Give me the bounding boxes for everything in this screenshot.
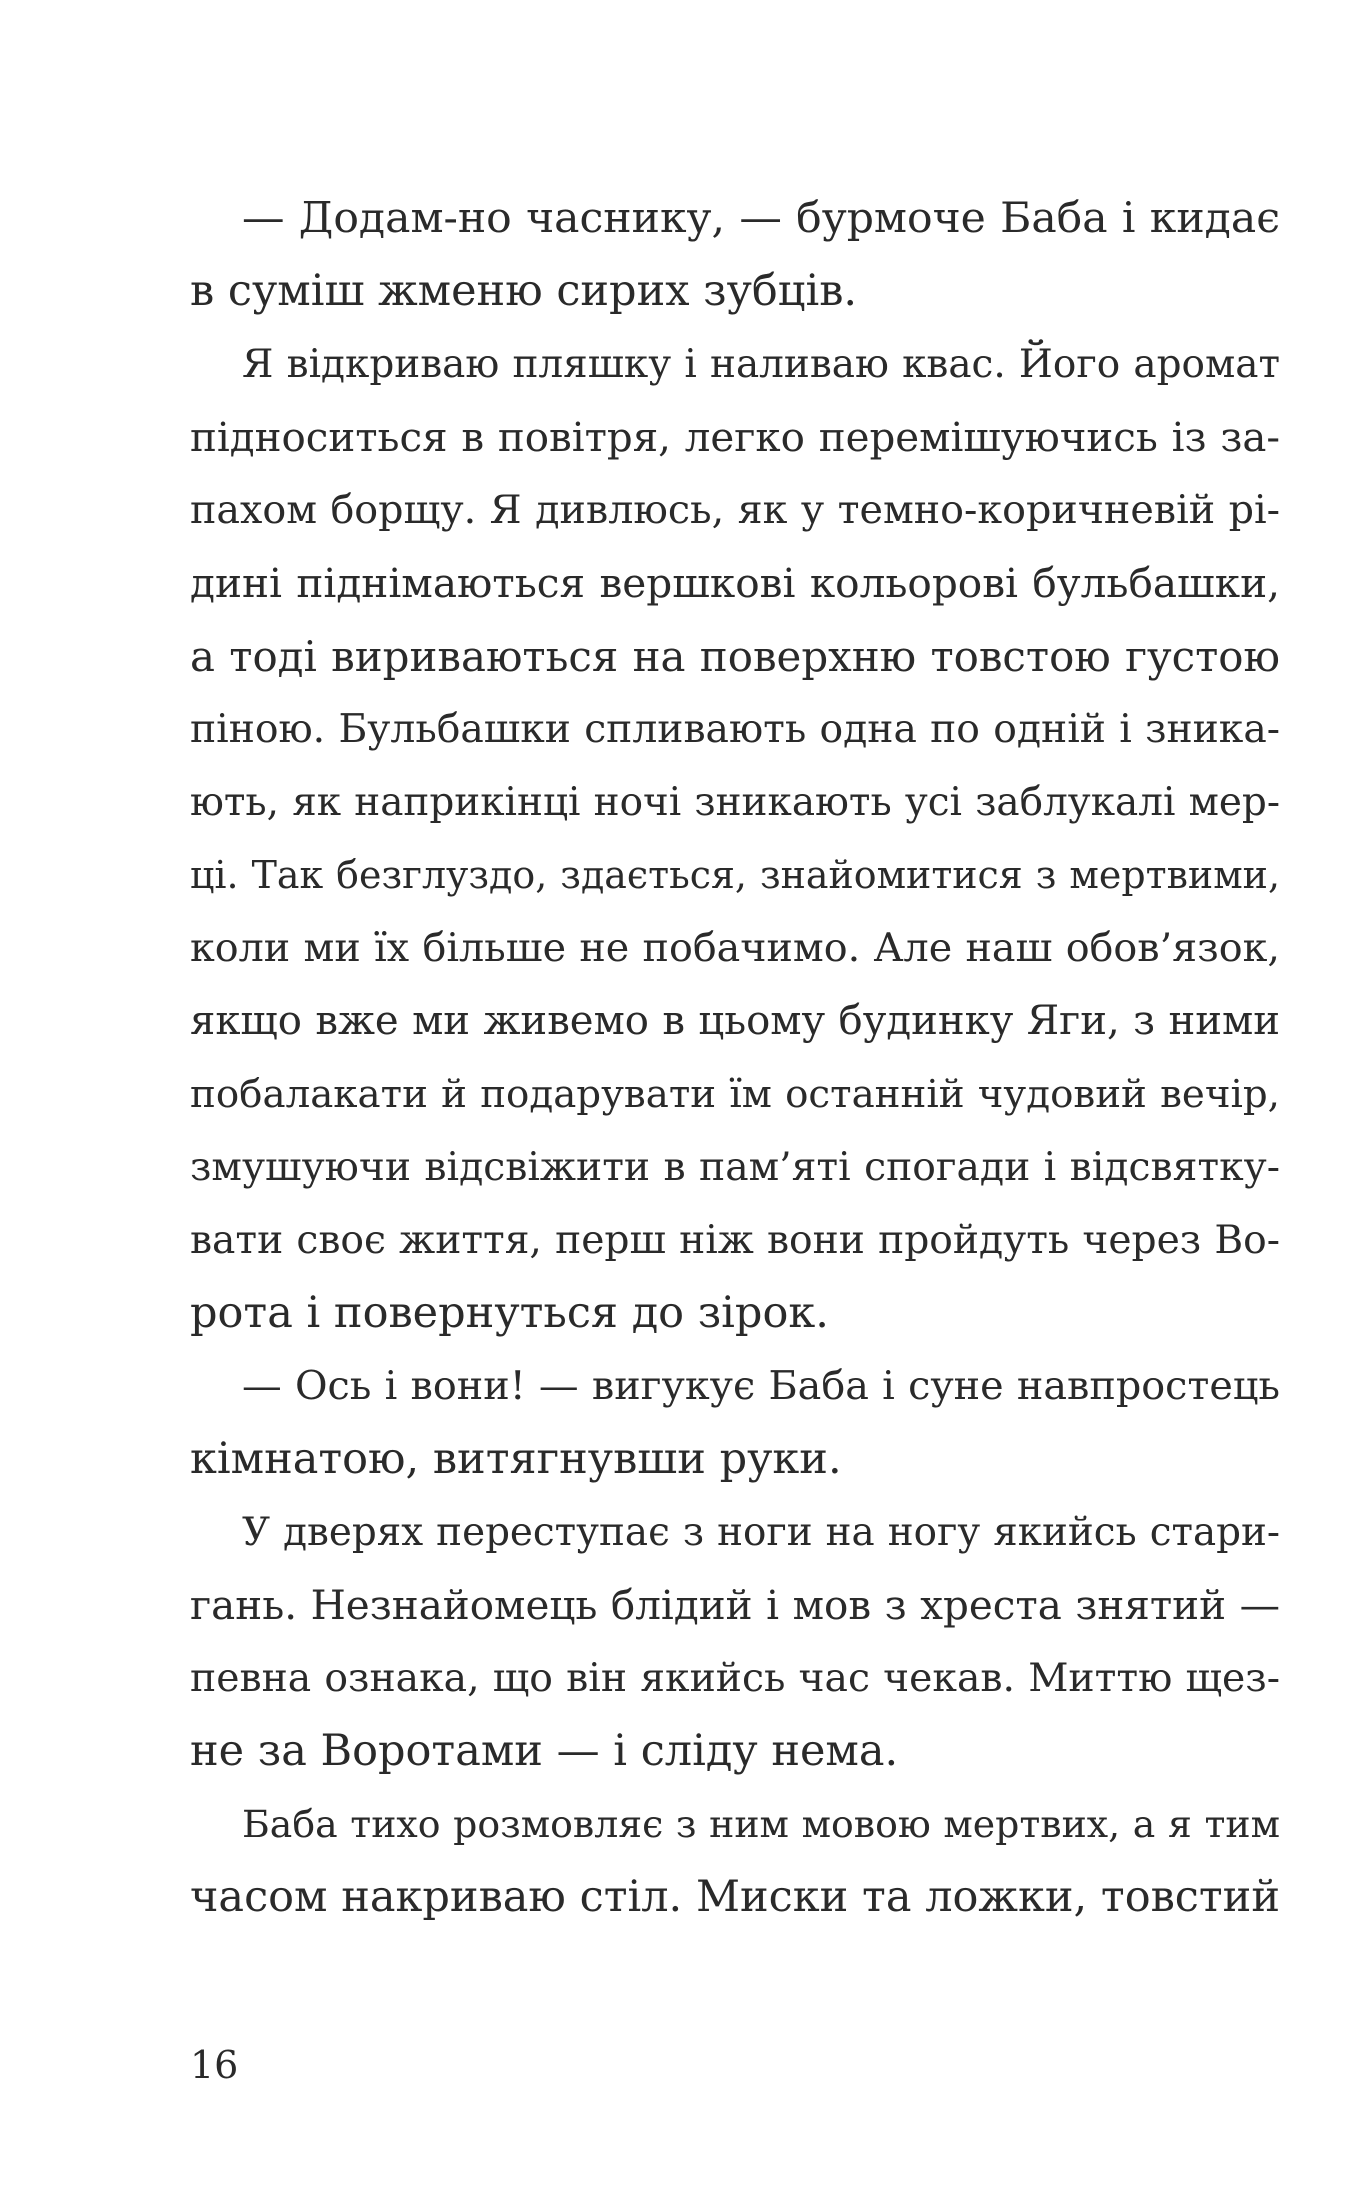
text-line: часом накриваю стіл. Миски та ложки, товстий [190,1872,1280,1922]
text-line: ють, як наприкінці ночі зникають усі заблукалі мер- [190,780,1280,825]
text-line: Я відкриваю пляшку і наливаю квас. Його аромат [242,342,1280,387]
text-line: а тоді вириваються на поверхню товстою густою [190,632,1280,681]
text-line: в суміш жменю сирих зубців. [190,266,858,316]
text-line: підноситься в повітря, легко перемішуючись із за- [190,414,1280,461]
text-line: піною. Бульбашки спливають одна по одній і зника- [190,707,1280,752]
text-line: вати своє життя, перш ніж вони пройдуть через Во- [190,1218,1280,1263]
text-line: Баба тихо розмовляє з ним мовою мертвих, а я тим [242,1802,1280,1846]
text-line: побалакати й подарувати їм останній чудовий вечір, [190,1072,1280,1117]
page-number: 16 [190,2043,239,2087]
text-line: гань. Незнайомець блідий і мов з хреста знятий — [190,1581,1280,1629]
text-line: якщо вже ми живемо в цьому будинку Яги, з ними [190,998,1280,1044]
text-line: кімнатою, витягнувши руки. [190,1434,842,1484]
body-text [190,182,1280,1934]
text-line: не за Воротами — і сліду нема. [190,1726,899,1776]
text-line: У дверях переступає з ноги на ногу якийсь стари- [242,1510,1280,1555]
text-line: рота і повернуться до зірок. [190,1288,829,1338]
text-line: змушуючи відсвіжити в пам’яті спогади і відсвятку- [190,1145,1280,1190]
text-line: пахом борщу. Я дивлюсь, як у темно-коричневій рі- [190,487,1280,533]
text-line: коли ми їх більше не побачимо. Але наш обов’язок, [190,925,1280,971]
text-line: дині піднімаються вершкові кольорові бульбашки, [190,559,1280,607]
text-line: певна ознака, що він якийсь час чекав. Миттю щез- [190,1656,1280,1701]
text-line: ці. Так безглуздо, здається, знайомитися з мертвими, [190,853,1280,897]
text-line: — Додам-но часнику, — бурмоче Баба і кидає [242,194,1280,243]
text-line: — Ось і вони! — вигукує Баба і суне навпростець [242,1363,1280,1409]
